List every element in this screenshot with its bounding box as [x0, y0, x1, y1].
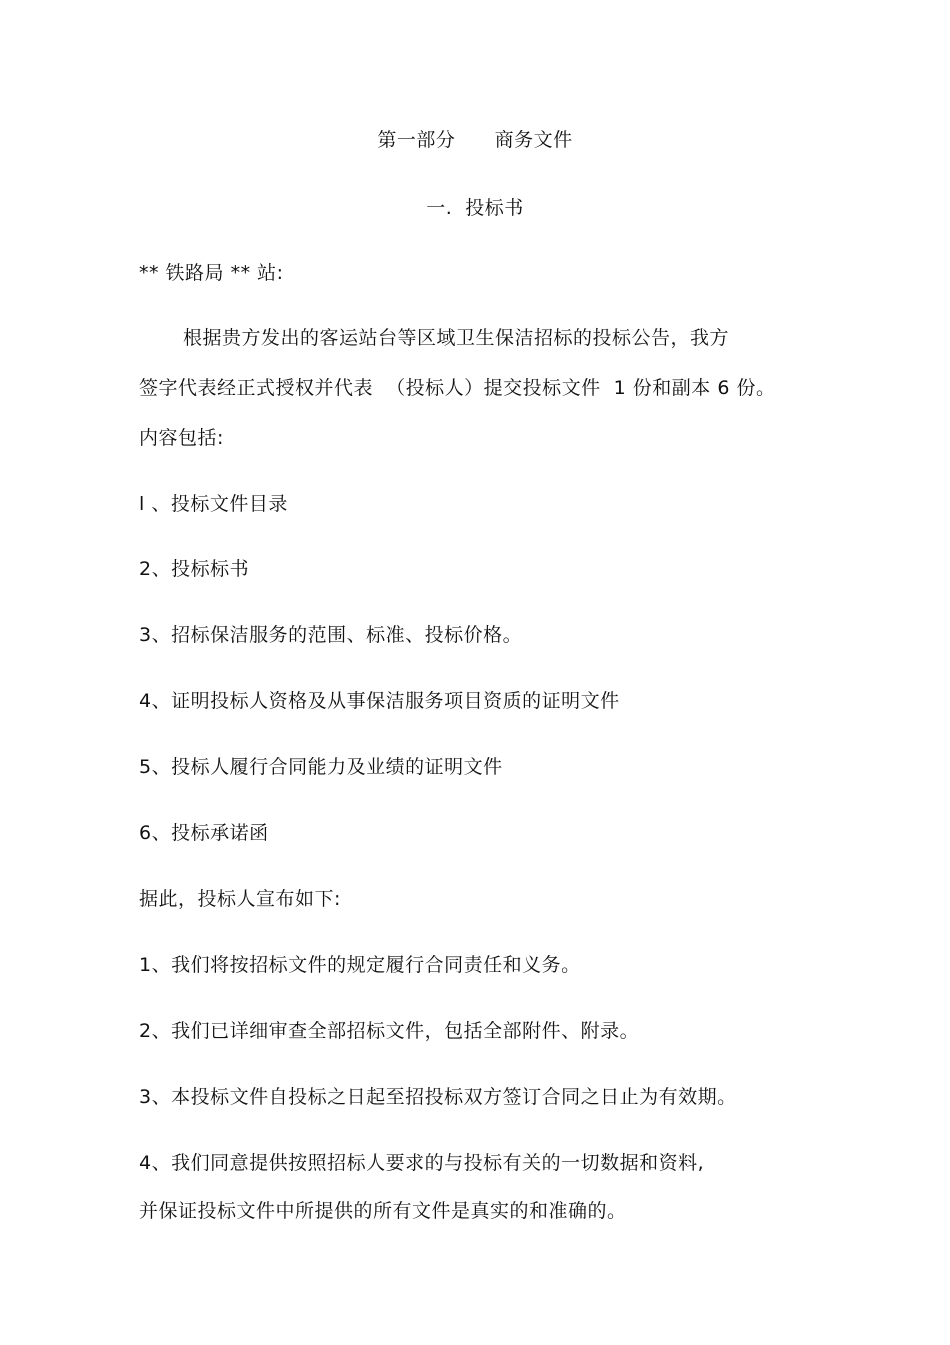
intro-paragraph-line-1: 根据贵方发出的客运站台等区域卫生保洁招标的投标公告，我方: [183, 327, 730, 349]
part-title: 第一部分 商务文件: [377, 129, 573, 151]
intro-paragraph-line-2: 签字代表经正式授权并代表 （投标人）提交投标文件 1 份和副本 6 份。: [139, 377, 776, 399]
contents-item: 3、招标保洁服务的范围、标准、投标价格。: [139, 624, 523, 646]
contents-item: 6、投标承诺函: [139, 822, 269, 844]
contents-item: 5、投标人履行合同能力及业绩的证明文件: [139, 756, 503, 778]
salutation: ** 铁路局 ** 站:: [139, 262, 284, 284]
declaration-item: 2、我们已详细审查全部招标文件，包括全部附件、附录。: [139, 1020, 640, 1042]
contents-item: l 、投标文件目录: [139, 493, 288, 515]
declaration-intro: 据此，投标人宣布如下:: [139, 888, 341, 910]
contents-item: 2、投标标书: [139, 558, 250, 580]
declaration-item: 1、我们将按招标文件的规定履行合同责任和义务。: [139, 954, 581, 976]
section-title: 一. 投标书: [426, 197, 524, 219]
contents-item: 4、证明投标人资格及从事保洁服务项目资质的证明文件: [139, 690, 620, 712]
declaration-item: 4、我们同意提供按照招标人要求的与投标有关的一切数据和资料,: [139, 1152, 705, 1174]
declaration-item-continuation: 并保证投标文件中所提供的所有文件是真实的和准确的。: [139, 1200, 627, 1222]
intro-paragraph-line-3: 内容包括:: [139, 427, 224, 449]
declaration-item: 3、本投标文件自投标之日起至招投标双方签订合同之日止为有效期。: [139, 1086, 737, 1108]
